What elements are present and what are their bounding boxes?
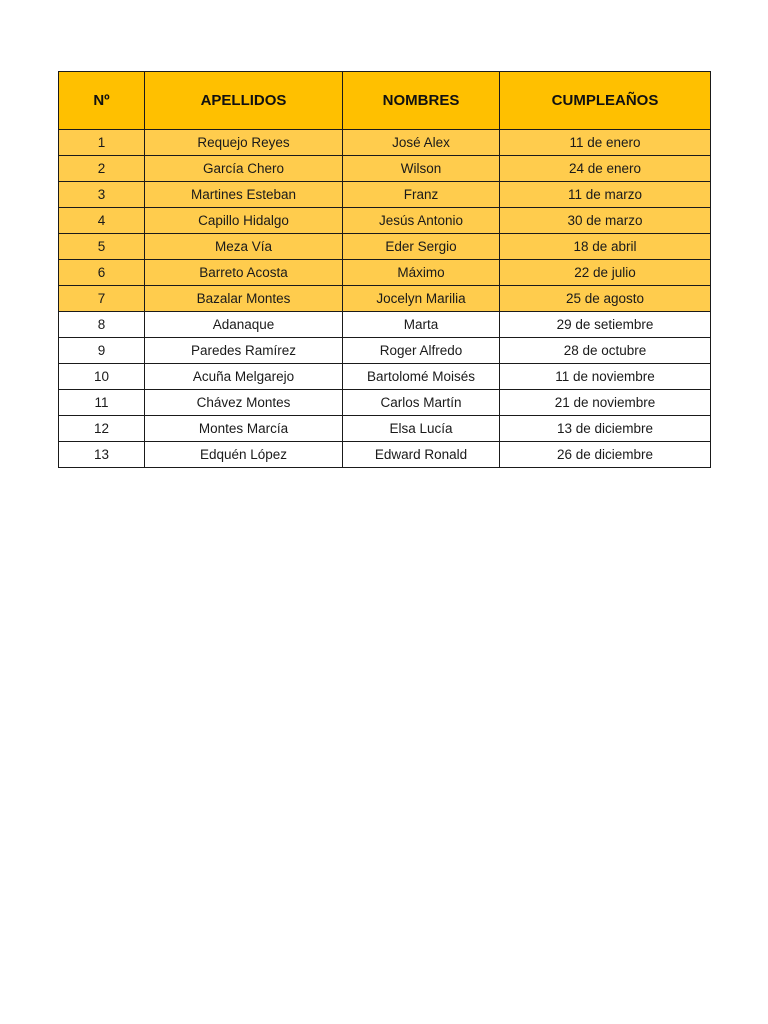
- cell-number: 11: [59, 390, 145, 416]
- cell-cumpleanos: 22 de julio: [500, 260, 711, 286]
- header-nombres: NOMBRES: [343, 72, 500, 130]
- table-row: [59, 442, 711, 468]
- cell-number: 2: [59, 156, 145, 182]
- cell-number: 6: [59, 260, 145, 286]
- cell-nombres: Marta: [343, 312, 500, 338]
- cell-apellidos: Meza Vía: [145, 234, 343, 260]
- cell-nombres: Bartolomé Moisés: [343, 364, 500, 390]
- cell-nombres: Elsa Lucía: [343, 416, 500, 442]
- cell-nombres: Jesús Antonio: [343, 208, 500, 234]
- cell-cumpleanos: 29 de setiembre: [500, 312, 711, 338]
- cell-number: 3: [59, 182, 145, 208]
- cell-apellidos: Acuña Melgarejo: [145, 364, 343, 390]
- header-cumpleanos: CUMPLEAÑOS: [500, 72, 711, 130]
- cell-apellidos: Edquén López: [145, 442, 343, 468]
- cell-nombres: Franz: [343, 182, 500, 208]
- cell-number: 7: [59, 286, 145, 312]
- table-row: [59, 130, 711, 156]
- table-row: [59, 416, 711, 442]
- header-number: Nº: [59, 72, 145, 130]
- cell-nombres: Roger Alfredo: [343, 338, 500, 364]
- cell-number: 4: [59, 208, 145, 234]
- header-row: [59, 72, 711, 130]
- cell-nombres: Edward Ronald: [343, 442, 500, 468]
- cell-cumpleanos: 26 de diciembre: [500, 442, 711, 468]
- table-row: [59, 260, 711, 286]
- cell-nombres: José Alex: [343, 130, 500, 156]
- cell-cumpleanos: 11 de noviembre: [500, 364, 711, 390]
- cell-number: 10: [59, 364, 145, 390]
- cell-cumpleanos: 11 de marzo: [500, 182, 711, 208]
- cell-apellidos: Barreto Acosta: [145, 260, 343, 286]
- cell-nombres: Eder Sergio: [343, 234, 500, 260]
- cell-apellidos: Martines Esteban: [145, 182, 343, 208]
- cell-number: 12: [59, 416, 145, 442]
- table-row: [59, 338, 711, 364]
- header-apellidos: APELLIDOS: [145, 72, 343, 130]
- cell-cumpleanos: 24 de enero: [500, 156, 711, 182]
- cell-number: 8: [59, 312, 145, 338]
- table-row: [59, 364, 711, 390]
- cell-apellidos: Chávez Montes: [145, 390, 343, 416]
- cell-nombres: Jocelyn Marilia: [343, 286, 500, 312]
- cell-number: 9: [59, 338, 145, 364]
- cell-nombres: Carlos Martín: [343, 390, 500, 416]
- cell-cumpleanos: 11 de enero: [500, 130, 711, 156]
- cell-apellidos: García Chero: [145, 156, 343, 182]
- cell-apellidos: Adanaque: [145, 312, 343, 338]
- table-row: [59, 286, 711, 312]
- cell-cumpleanos: 30 de marzo: [500, 208, 711, 234]
- cell-apellidos: Capillo Hidalgo: [145, 208, 343, 234]
- cell-number: 5: [59, 234, 145, 260]
- cell-nombres: Wilson: [343, 156, 500, 182]
- cell-nombres: Máximo: [343, 260, 500, 286]
- table-row: [59, 156, 711, 182]
- cell-cumpleanos: 21 de noviembre: [500, 390, 711, 416]
- cell-cumpleanos: 25 de agosto: [500, 286, 711, 312]
- table-row: [59, 234, 711, 260]
- cell-apellidos: Paredes Ramírez: [145, 338, 343, 364]
- cell-apellidos: Montes Marcía: [145, 416, 343, 442]
- cell-apellidos: Requejo Reyes: [145, 130, 343, 156]
- cell-cumpleanos: 13 de diciembre: [500, 416, 711, 442]
- table-row: [59, 208, 711, 234]
- cell-apellidos: Bazalar Montes: [145, 286, 343, 312]
- cell-number: 1: [59, 130, 145, 156]
- cell-number: 13: [59, 442, 145, 468]
- table-row: [59, 390, 711, 416]
- cell-cumpleanos: 18 de abril: [500, 234, 711, 260]
- table-row: [59, 182, 711, 208]
- cell-cumpleanos: 28 de octubre: [500, 338, 711, 364]
- table-row: [59, 312, 711, 338]
- birthday-table: [58, 71, 711, 468]
